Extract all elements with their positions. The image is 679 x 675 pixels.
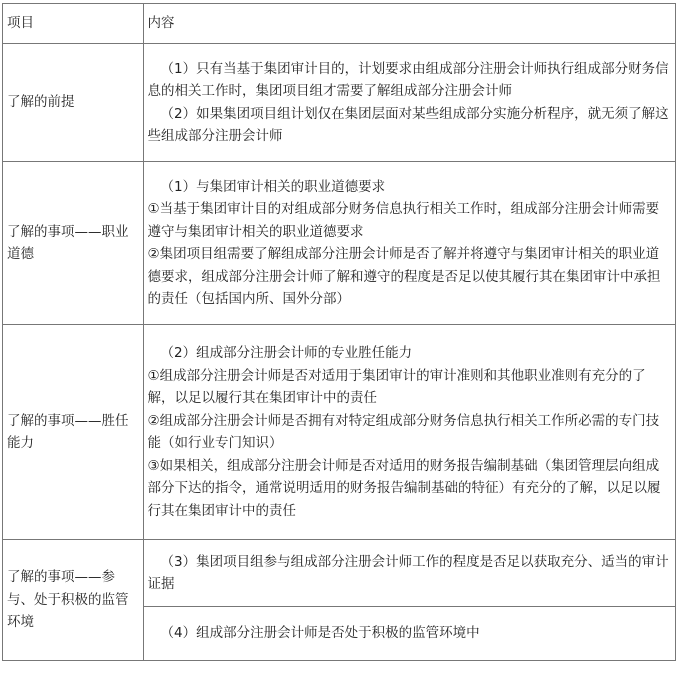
table-row [3, 44, 676, 162]
table-row [3, 162, 676, 325]
content-line: （1）只有当基于集团审计目的，计划要求由组成部分注册会计师执行组成部分财务信息的相关工作时，集团项目组才需要了解组成部分注册会计师 [147, 60, 669, 99]
content-cell [143, 607, 675, 661]
item-cell: 了解的前提 [3, 44, 144, 162]
content-line: ①组成部分注册会计师是否对适用于集团审计的审计准则和其他职业准则有充分的了解，以足以履行其在集团审计中的责任 [147, 367, 646, 406]
content-line: （2）组成部分注册会计师的专业胜任能力 [160, 345, 413, 361]
header-cell-content: 内容 [143, 4, 675, 44]
content-cell [143, 44, 675, 162]
item-cell: 了解的事项——胜任能力 [3, 325, 144, 540]
content-line: （4）组成部分注册会计师是否处于积极的监管环境中 [160, 625, 480, 642]
content-line: ①当基于集团审计目的对组成部分财务信息执行相关工作时，组成部分注册会计师需要遵守与集团审计相关的职业道德要求 [147, 201, 660, 240]
audit-content-table [2, 3, 676, 661]
content-cell [143, 540, 675, 607]
content-cell [143, 325, 675, 540]
table-row [3, 325, 676, 540]
table-row [3, 540, 676, 607]
item-cell: 了解的事项——职业道德 [3, 162, 144, 325]
content-line: ③如果相关，组成部分注册会计师是否对适用的财务报告编制基础（集团管理层向组成部分下达的指令，通常说明适用的财务报告编制基础的特征）有充分的了解，以足以履行其在集团审计中的责任 [147, 457, 661, 519]
item-cell: 了解的事项——参与、处于积极的监管环境 [3, 540, 144, 661]
content-cell [143, 162, 675, 325]
content-line: （3）集团项目组参与组成部分注册会计师工作的程度是否足以获取充分、适当的审计证据 [147, 553, 669, 592]
content-line: （1）与集团审计相关的职业道德要求 [160, 178, 386, 195]
content-line: ②集团项目组需要了解组成部分注册会计师是否了解并将遵守与集团审计相关的职业道德要求，组成部分注册会计师了解和遵守的程度是否足以使其履行其在集团审计中承担的责任（包括国内所、国外分部） [147, 246, 661, 307]
content-line: ②组成部分注册会计师是否拥有对特定组成部分财务信息执行相关工作所必需的专门技能（如行业专门知识） [147, 412, 660, 451]
header-cell-item: 项目 [3, 4, 144, 44]
content-line: （2）如果集团项目组计划仅在集团层面对某些组成部分实施分析程序，就无须了解这些组成部分注册会计师 [147, 105, 669, 144]
table-header-row [3, 4, 676, 44]
